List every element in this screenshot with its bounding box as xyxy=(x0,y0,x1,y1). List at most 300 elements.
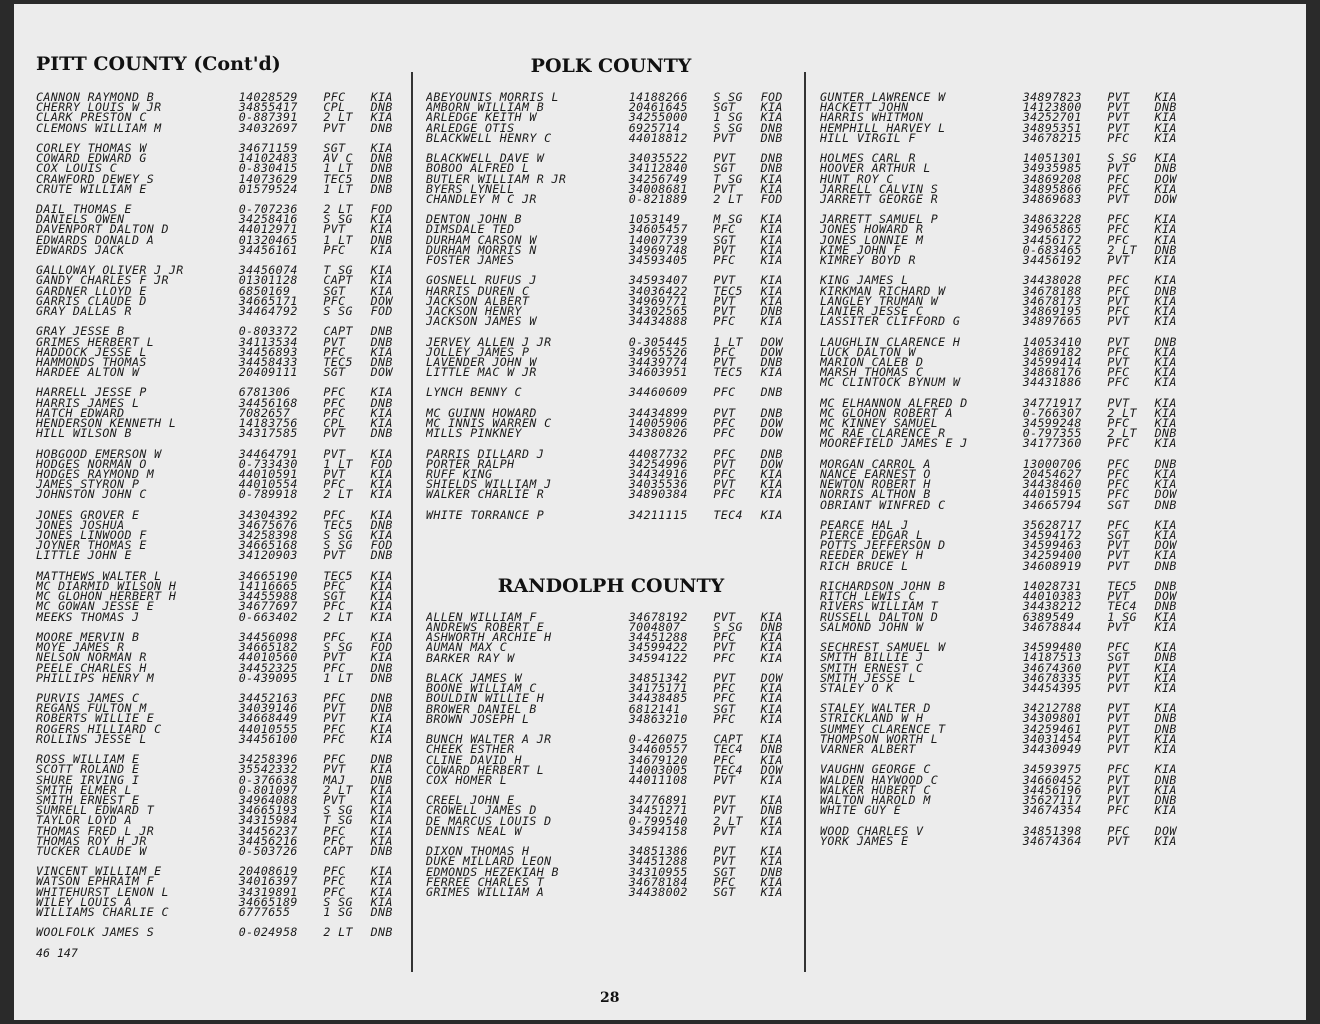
casualty-entry xyxy=(426,232,796,247)
casualty-entry xyxy=(426,864,796,879)
rank: S SG xyxy=(323,303,353,318)
entry-group xyxy=(426,385,796,400)
casualty-entry xyxy=(820,456,1190,471)
rank: PVT xyxy=(713,405,736,420)
serial-number: 34593405 xyxy=(628,253,688,267)
casualty-entry xyxy=(426,823,796,838)
casualty-entry xyxy=(426,405,796,420)
entry-group xyxy=(820,823,1190,848)
serial-number: 34678192 xyxy=(628,609,688,624)
status-code: KIA xyxy=(760,273,783,288)
serial-number: 34177360 xyxy=(1022,436,1082,451)
rank: PFC xyxy=(713,711,736,726)
rank: PFC xyxy=(713,487,736,502)
casualty-entry xyxy=(36,874,406,889)
serial-number: 34599463 xyxy=(1022,538,1082,553)
serial-number: 34965526 xyxy=(628,344,688,359)
casualty-entry xyxy=(36,456,406,471)
status-code: DNB xyxy=(760,446,783,461)
casualty-name: JACKSON ALBERT xyxy=(426,295,530,306)
status-code: FOD xyxy=(760,90,783,104)
status-code: KIA xyxy=(760,813,783,828)
serial-number: 34851386 xyxy=(628,844,688,859)
rank: PFC xyxy=(323,874,346,889)
status-code: DNB xyxy=(370,548,393,563)
serial-number: 0-707236 xyxy=(238,202,298,217)
serial-number: 44010555 xyxy=(238,721,298,736)
casualty-entry xyxy=(36,925,406,940)
serial-number: 34456161 xyxy=(238,242,298,257)
casualty-name: GRIMES HERBERT L xyxy=(36,336,155,347)
rank: S SG xyxy=(713,90,743,104)
rank: PFC xyxy=(1107,344,1130,359)
status-code: KIA xyxy=(370,599,393,614)
casualty-name: NANCE EARNEST O xyxy=(820,468,931,480)
serial-number: 14102483 xyxy=(238,151,298,166)
status-code: DNB xyxy=(370,772,393,787)
casualty-name: FERREE CHARLES T xyxy=(426,876,545,887)
casualty-name: MOORE MERVIN B xyxy=(36,631,140,643)
serial-number: 34678844 xyxy=(1022,619,1082,634)
rank: S SG xyxy=(1107,151,1137,166)
casualty-name: LITTLE JOHN E xyxy=(36,550,132,561)
casualty-name: KING JAMES L xyxy=(820,275,909,286)
serial-number: 34451288 xyxy=(628,630,688,645)
casualty-entry xyxy=(426,212,796,227)
rank: 2 LT xyxy=(323,202,353,217)
casualty-entry xyxy=(820,558,1190,573)
rank: PVT xyxy=(1107,395,1130,410)
rank: PVT xyxy=(1107,721,1130,736)
status-code: DOW xyxy=(1154,538,1177,553)
status-code: DNB xyxy=(1154,161,1177,176)
rank: PFC xyxy=(1107,466,1130,481)
rank: SGT xyxy=(713,884,736,899)
casualty-entry xyxy=(820,782,1190,797)
status-code: KIA xyxy=(1154,731,1177,746)
casualty-name: PORTER RALPH xyxy=(426,458,515,469)
rank: PFC xyxy=(713,385,736,400)
status-code: KIA xyxy=(370,782,393,797)
casualty-name: VAUGHN GEORGE C xyxy=(820,764,931,775)
casualty-name: CHEEK ESTHER xyxy=(426,744,515,755)
serial-number: 34665182 xyxy=(238,640,298,655)
casualty-entry xyxy=(820,375,1190,390)
rank: PFC xyxy=(1107,171,1130,186)
rank: 2 LT xyxy=(323,925,353,940)
status-code: KIA xyxy=(370,263,393,278)
status-code: DOW xyxy=(1154,823,1177,838)
status-code: KIA xyxy=(1154,782,1177,797)
casualty-name: CORLEY THOMAS W xyxy=(36,142,147,154)
casualty-entry xyxy=(820,212,1190,227)
polk-county-title: POLK COUNTY xyxy=(530,55,692,77)
serial-number: 34678188 xyxy=(1022,283,1082,298)
serial-number: 34668449 xyxy=(238,711,298,726)
rank: SGT xyxy=(323,140,346,155)
rank: TEC5 xyxy=(323,517,353,532)
serial-number: 34605457 xyxy=(628,222,688,237)
casualty-name: STALEY O K xyxy=(820,682,894,694)
entry-group xyxy=(820,642,1190,693)
rank: PVT xyxy=(1107,619,1130,634)
rank: PFC xyxy=(1107,477,1130,492)
serial-number: 34678173 xyxy=(1022,293,1082,308)
casualty-entry xyxy=(820,314,1190,329)
casualty-entry xyxy=(426,640,796,655)
status-code: KIA xyxy=(760,772,783,787)
status-code: DNB xyxy=(370,660,393,675)
status-code: KIA xyxy=(760,314,783,329)
status-code: KIA xyxy=(760,732,783,747)
casualty-entry xyxy=(36,242,406,257)
casualty-name: SALMOND JOHN W xyxy=(820,621,924,632)
rank: PVT xyxy=(713,273,736,288)
status-code: KIA xyxy=(760,171,783,186)
casualty-name: WALKER CHARLIE R xyxy=(426,489,545,500)
casualty-name: DUKE MILLARD LEON xyxy=(426,856,552,867)
status-code: DNB xyxy=(760,742,783,757)
rank: PVT xyxy=(1107,742,1130,756)
casualty-name: WHITEHURST LENON L xyxy=(36,886,169,897)
serial-number: 34674364 xyxy=(1022,833,1082,848)
rank: PFC xyxy=(1107,823,1130,838)
casualty-name: PEARCE HAL J xyxy=(820,519,909,531)
serial-number: 34456192 xyxy=(1022,253,1082,267)
casualty-name: BROWN JOSEPH L xyxy=(426,713,530,724)
casualty-name: HADDOCK JESSE L xyxy=(36,346,147,357)
rank: PFC xyxy=(1107,365,1130,380)
rank: PFC xyxy=(713,253,736,267)
casualty-entry xyxy=(820,660,1190,675)
serial-number: 34665168 xyxy=(238,538,298,553)
status-code: KIA xyxy=(370,528,393,543)
rank: PVT xyxy=(1107,293,1130,308)
casualty-entry xyxy=(820,334,1190,349)
rank: PVT xyxy=(713,181,736,196)
casualty-name: HUNT ROY C xyxy=(820,173,894,184)
serial-number: 34464792 xyxy=(238,303,298,318)
status-code: DNB xyxy=(1154,242,1177,257)
rank: PVT xyxy=(1107,670,1130,685)
serial-number: 34594158 xyxy=(628,823,688,838)
serial-number: 34304392 xyxy=(238,507,298,522)
casualty-name: BLACK JAMES W xyxy=(426,673,522,684)
rank: SGT xyxy=(713,100,736,115)
entry-group xyxy=(426,334,796,380)
casualty-name: WHITE TORRANCE P xyxy=(426,509,545,520)
serial-number: 13000706 xyxy=(1022,456,1082,471)
casualty-name: MOOREFIELD JAMES E J xyxy=(820,438,968,449)
status-code: KIA xyxy=(370,589,393,604)
casualty-name: CROWELL JAMES D xyxy=(426,805,537,816)
status-code: KIA xyxy=(370,721,393,736)
casualty-entry xyxy=(820,823,1190,838)
rank: PFC xyxy=(323,691,346,706)
casualty-name: SECHREST SAMUEL W xyxy=(820,642,946,653)
rank: PFC xyxy=(1107,436,1130,451)
status-code: KIA xyxy=(370,273,393,288)
serial-number: 34608919 xyxy=(1022,558,1082,573)
casualty-entry xyxy=(426,620,796,635)
serial-number: 34309801 xyxy=(1022,711,1082,726)
casualty-name: DAIL THOMAS E xyxy=(36,204,132,215)
status-code: FOD xyxy=(370,538,393,553)
rank: PVT xyxy=(1107,731,1130,746)
serial-number: 34310955 xyxy=(628,864,688,879)
serial-number: 7004807 xyxy=(628,620,681,635)
status-code: DNB xyxy=(370,181,393,196)
casualty-name: STALEY WALTER D xyxy=(820,703,931,714)
status-code: DNB xyxy=(1154,456,1177,471)
rank: PFC xyxy=(323,823,346,838)
status-code: KIA xyxy=(760,507,783,522)
casualty-name: HARRIS JAMES L xyxy=(36,397,140,408)
serial-number: 44010554 xyxy=(238,477,298,492)
status-code: KIA xyxy=(760,110,783,125)
casualty-entry xyxy=(820,517,1190,532)
rank: PVT xyxy=(1107,711,1130,726)
serial-number: 34855417 xyxy=(238,100,298,115)
serial-number: 35628717 xyxy=(1022,517,1082,532)
casualty-name: WALDEN HAYWOOD C xyxy=(820,774,939,785)
serial-number: 44010560 xyxy=(238,650,298,665)
casualty-name: MARION CALEB D xyxy=(820,356,924,368)
serial-number: 0-766307 xyxy=(1022,405,1082,420)
serial-number: 34665190 xyxy=(238,568,298,583)
serial-number: 34897823 xyxy=(1022,90,1082,104)
status-code: KIA xyxy=(370,629,393,644)
casualty-name: LANIER JESSE C xyxy=(820,305,924,317)
status-code: DNB xyxy=(1154,426,1177,441)
serial-number: 34319891 xyxy=(238,884,298,899)
serial-number: 34895866 xyxy=(1022,181,1082,196)
casualty-entry xyxy=(426,191,796,206)
casualty-entry xyxy=(820,650,1190,665)
casualty-entry xyxy=(820,222,1190,237)
status-code: KIA xyxy=(760,681,783,696)
status-code: KIA xyxy=(1154,517,1177,532)
casualty-entry xyxy=(36,782,406,797)
status-code: KIA xyxy=(370,609,393,624)
rank: PVT xyxy=(323,446,346,461)
rank: S SG xyxy=(713,120,743,135)
status-code: KIA xyxy=(760,232,783,247)
casualty-name: AMBORN WILLIAM B xyxy=(426,102,545,113)
casualty-name: JERVEY ALLEN J JR xyxy=(426,336,552,347)
entry-group xyxy=(36,140,406,196)
serial-number: 34665794 xyxy=(1022,497,1082,512)
status-code: KIA xyxy=(370,731,393,746)
casualty-entry xyxy=(426,365,796,380)
casualty-entry xyxy=(820,497,1190,512)
casualty-entry xyxy=(36,568,406,583)
casualty-entry xyxy=(36,691,406,706)
status-code: DNB xyxy=(1154,772,1177,787)
serial-number: 34259461 xyxy=(1022,721,1082,736)
casualty-entry xyxy=(36,762,406,777)
casualty-entry xyxy=(820,110,1190,125)
serial-number: 0-789918 xyxy=(238,487,298,502)
status-code: KIA xyxy=(1154,90,1177,104)
casualty-name: PHILLIPS HENRY M xyxy=(36,672,155,683)
serial-number: 34452163 xyxy=(238,691,298,706)
casualty-name: BUNCH WALTER A JR xyxy=(426,734,552,745)
casualty-name: ABEYOUNIS MORRIS L xyxy=(426,92,559,103)
rank: PVT xyxy=(713,854,736,869)
serial-number: 0-830415 xyxy=(238,161,298,176)
status-code: DNB xyxy=(1154,650,1177,665)
casualty-name: ASHWORTH ARCHIE H xyxy=(426,632,552,643)
casualty-entry xyxy=(426,874,796,889)
serial-number: 6812141 xyxy=(628,701,681,716)
status-code: KIA xyxy=(1154,701,1177,716)
casualty-entry xyxy=(820,436,1190,451)
serial-number: 34599422 xyxy=(628,640,688,655)
status-code: KIA xyxy=(1154,232,1177,247)
casualty-name: ROBERTS WILLIE E xyxy=(36,713,155,724)
serial-number: 6389549 xyxy=(1022,609,1075,624)
casualty-name: GRAY DALLAS R xyxy=(36,305,132,317)
casualty-entry xyxy=(426,446,796,461)
casualty-name: SMITH ERNEST C xyxy=(820,662,924,673)
serial-number: 14028529 xyxy=(238,90,298,104)
rank: PFC xyxy=(1107,273,1130,288)
serial-number: 34776891 xyxy=(628,793,688,808)
serial-number: 34594172 xyxy=(1022,528,1082,543)
status-code: DNB xyxy=(370,925,393,940)
rank: S SG xyxy=(323,894,353,909)
casualty-name: JARRELL CALVIN S xyxy=(820,183,939,194)
casualty-entry xyxy=(36,487,406,502)
status-code: KIA xyxy=(760,100,783,115)
casualty-entry xyxy=(820,803,1190,818)
casualty-entry xyxy=(426,772,796,787)
status-code: KIA xyxy=(370,711,393,726)
casualty-name: HARRIS DUREN C xyxy=(426,285,530,296)
status-code: KIA xyxy=(1154,293,1177,308)
status-code: KIA xyxy=(1154,151,1177,166)
casualty-name: ROGERS HILLIARD C xyxy=(36,723,162,734)
casualty-entry xyxy=(426,303,796,318)
status-code: FOD xyxy=(370,202,393,217)
polk-county-list xyxy=(426,92,796,520)
serial-number: 20461645 xyxy=(628,100,688,115)
casualty-entry xyxy=(36,813,406,828)
serial-number: 34451288 xyxy=(628,854,688,869)
rank: PVT xyxy=(1107,334,1130,349)
serial-number: 34112840 xyxy=(628,161,688,176)
rank: CAPT xyxy=(323,273,353,288)
rank: PVT xyxy=(1107,120,1130,135)
casualty-entry xyxy=(426,854,796,869)
serial-number: 34660452 xyxy=(1022,772,1082,787)
casualty-name: MC RAE CLARENCE R xyxy=(820,428,946,439)
casualty-entry xyxy=(820,670,1190,685)
casualty-name: HEMPHILL HARVEY L xyxy=(820,122,946,133)
status-code: DNB xyxy=(1154,497,1177,512)
casualty-name: HAMMONDS THOMAS xyxy=(36,356,147,368)
casualty-name: HACKETT JOHN xyxy=(820,102,909,113)
serial-number: 34890384 xyxy=(628,487,688,502)
rank: SGT xyxy=(1107,528,1130,543)
status-code: KIA xyxy=(370,507,393,522)
status-code: KIA xyxy=(760,874,783,889)
rank: PVT xyxy=(323,650,346,665)
casualty-name: CHANDLEY M C JR xyxy=(426,193,537,205)
rank: TEC4 xyxy=(713,742,743,757)
casualty-name: PURVIS JAMES C xyxy=(36,693,140,704)
pitt-county-title: PITT COUNTY (Cont'd) xyxy=(36,53,281,75)
status-code: DNB xyxy=(370,354,393,369)
casualty-entry xyxy=(36,609,406,624)
rank: PVT xyxy=(1107,792,1130,807)
rank: 2 LT xyxy=(1107,242,1137,257)
serial-number: 34869182 xyxy=(1022,344,1082,359)
status-code: KIA xyxy=(1154,548,1177,563)
rank: PFC xyxy=(323,721,346,736)
casualty-name: HATCH EDWARD xyxy=(36,407,125,418)
casualty-name: HODGES RAYMOND M xyxy=(36,468,155,480)
casualty-name: RUSSELL DALTON D xyxy=(820,611,939,622)
rank: T SG xyxy=(323,813,353,828)
serial-number: 34455988 xyxy=(238,589,298,604)
casualty-name: MILLS PINKNEY xyxy=(426,428,522,439)
casualty-entry xyxy=(426,120,796,135)
status-code: KIA xyxy=(1154,762,1177,777)
serial-number: 34456168 xyxy=(238,395,298,410)
status-code: DOW xyxy=(760,334,783,349)
casualty-name: WILEY LOUIS A xyxy=(36,896,132,907)
entry-group xyxy=(36,507,406,563)
status-code: KIA xyxy=(1154,466,1177,481)
rank: PFC xyxy=(323,752,346,767)
rank: PFC xyxy=(323,864,346,879)
casualty-name: DIXON THOMAS H xyxy=(426,846,530,857)
casualty-name: JONES HOWARD R xyxy=(820,224,924,235)
status-code: DNB xyxy=(370,161,393,176)
serial-number: 34464791 xyxy=(238,446,298,461)
serial-number: 34434888 xyxy=(628,314,688,329)
serial-number: 34259400 xyxy=(1022,548,1082,563)
serial-number: 34851342 xyxy=(628,671,688,685)
casualty-entry xyxy=(820,792,1190,807)
casualty-entry xyxy=(426,691,796,706)
status-code: KIA xyxy=(370,833,393,848)
casualty-entry xyxy=(36,120,406,135)
status-code: DNB xyxy=(1154,599,1177,614)
casualty-entry xyxy=(36,864,406,879)
casualty-entry xyxy=(36,670,406,685)
status-code: KIA xyxy=(370,803,393,818)
entry-group xyxy=(426,92,796,143)
serial-number: 34438028 xyxy=(1022,273,1082,288)
rank: PFC xyxy=(713,752,736,767)
entry-group xyxy=(36,385,406,441)
status-code: FOD xyxy=(760,191,783,206)
status-code: DNB xyxy=(1154,334,1177,349)
rank: PVT xyxy=(713,130,736,145)
entry-group xyxy=(426,673,796,724)
casualty-name: COX HOMER L xyxy=(426,774,508,786)
rank: 1 LT xyxy=(323,181,353,196)
casualty-name: JOLLEY JAMES P xyxy=(426,346,530,357)
status-code: KIA xyxy=(1154,640,1177,655)
casualty-entry xyxy=(36,395,406,410)
column-right xyxy=(820,44,1190,856)
serial-number: 0-024958 xyxy=(238,925,298,940)
casualty-entry xyxy=(820,354,1190,369)
